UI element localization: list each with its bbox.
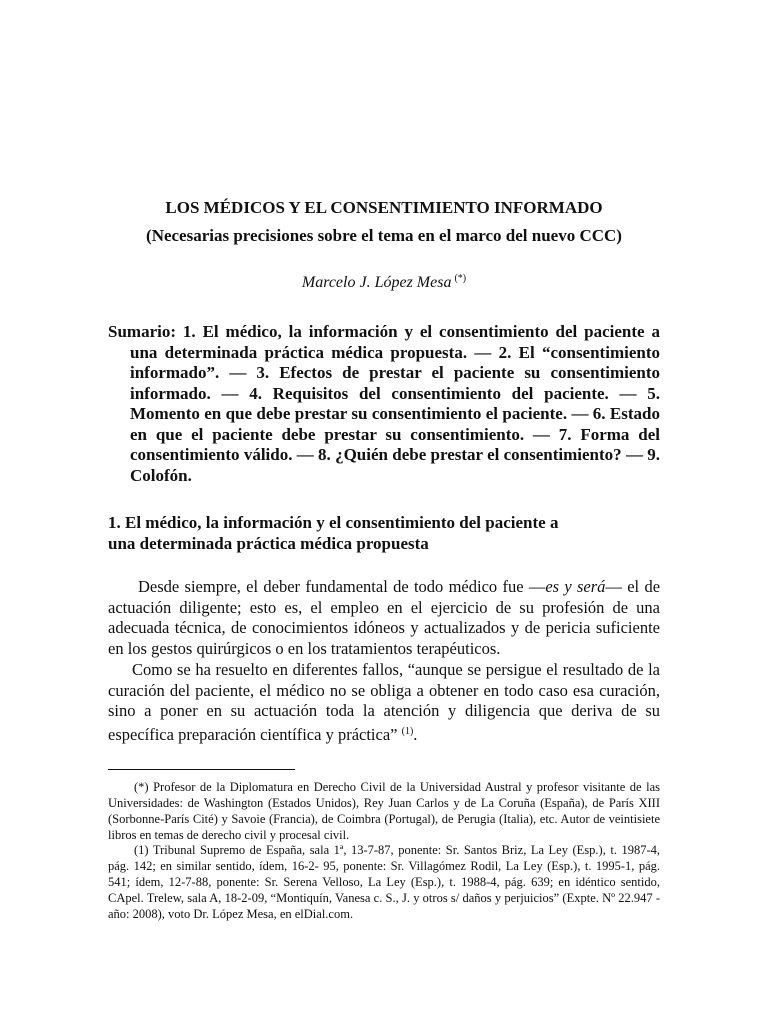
paragraph xyxy=(108,660,660,745)
paragraph xyxy=(108,577,660,659)
author-footnote-marker: (*) xyxy=(454,273,467,284)
section-heading-line2: una determinada práctica médica propuesta xyxy=(108,534,429,553)
page-title: LOS MÉDICOS Y EL CONSENTIMIENTO INFORMADO xyxy=(165,198,603,217)
paragraph-emphasis: es y será xyxy=(545,577,606,596)
footnote-divider xyxy=(108,769,295,770)
footnote: (*) Profesor de la Diplomatura en Derecho Civil de la Universidad Austral y profesor visitante de las Universidades: de Washington (Estados Unidos), Rey Juan Carlos y de La Coruña (España), de París XIII (Sorbonne-París Cité) y Savoie (Francia), de Coimbra (Portugal), de Perugia (Italia), etc. Autor de veintisiete libros en temas de derecho civil y procesal civil. xyxy=(108,780,660,842)
paragraph-text: — el de actuación diligente; esto es, el empleo en el ejercicio de su profesión de una adecuada técnica, de conocimientos idóneos y actualizados y de pericia suficiente en los gestos quirúrgicos o en los tratamientos terapéuticos. xyxy=(108,577,661,658)
section-heading-line1: 1. El médico, la información y el consentimiento del paciente a xyxy=(108,513,559,532)
summary-block: Sumario: 1. El médico, la información y el consentimiento del paciente a una determinada práctica médica propuesta. — 2. El “consentimiento informado”. — 3. Efectos de prestar el paciente su consentimiento informado. — 4. Requisitos del consentimiento del paciente. — 5. Momento en que debe prestar su consentimiento el paciente. — 6. Estado en que el paciente debe prestar su consentimiento. — 7. Forma del consentimiento válido. — 8. ¿Quién debe prestar el consentimiento? — 9. Colofón. xyxy=(108,322,660,485)
author-line xyxy=(0,273,768,292)
page-subtitle: (Necesarias precisiones sobre el tema en el marco del nuevo CCC) xyxy=(146,226,622,245)
footnote-ref: (1) xyxy=(401,725,414,737)
paragraph-text: Como se ha resuelto en diferentes fallos, “aunque se persigue el resultado de la curación del paciente, el médico no se obliga a obtener en todo caso esa curación, sino a poner en su actuación toda la atención y diligencia que deriva de su específica preparación científica y práctica” xyxy=(108,660,660,744)
paragraph-end: . xyxy=(413,724,418,744)
section-heading xyxy=(108,512,660,554)
paragraph-text: Desde siempre, el deber fundamental de todo médico fue — xyxy=(138,577,546,596)
footnote: (1) Tribunal Supremo de España, sala 1ª, 13-7-87, ponente: Sr. Santos Briz, La Ley (Esp.), t. 1987-4, pág. 142; en similar sentido, ídem, 16-2- 95, ponente: Sr. Villagómez Rodil, La Ley (Esp.), t. 1995-1, pág. 541; ídem, 12-7-88, ponente: Sr. Serena Velloso, La Ley (Esp.), t. 1988-4, pág. 639; en idéntico sentido, CApel. Trelew, sala A, 18-2-09, “Montiquín, Vanesa c. S., J. y otros s/ daños y perjuicios” (Expte. Nº 22.947 - año: 2008), voto Dr. López Mesa, en elDial.com. xyxy=(108,843,660,921)
author-name: Marcelo J. López Mesa xyxy=(301,274,452,291)
